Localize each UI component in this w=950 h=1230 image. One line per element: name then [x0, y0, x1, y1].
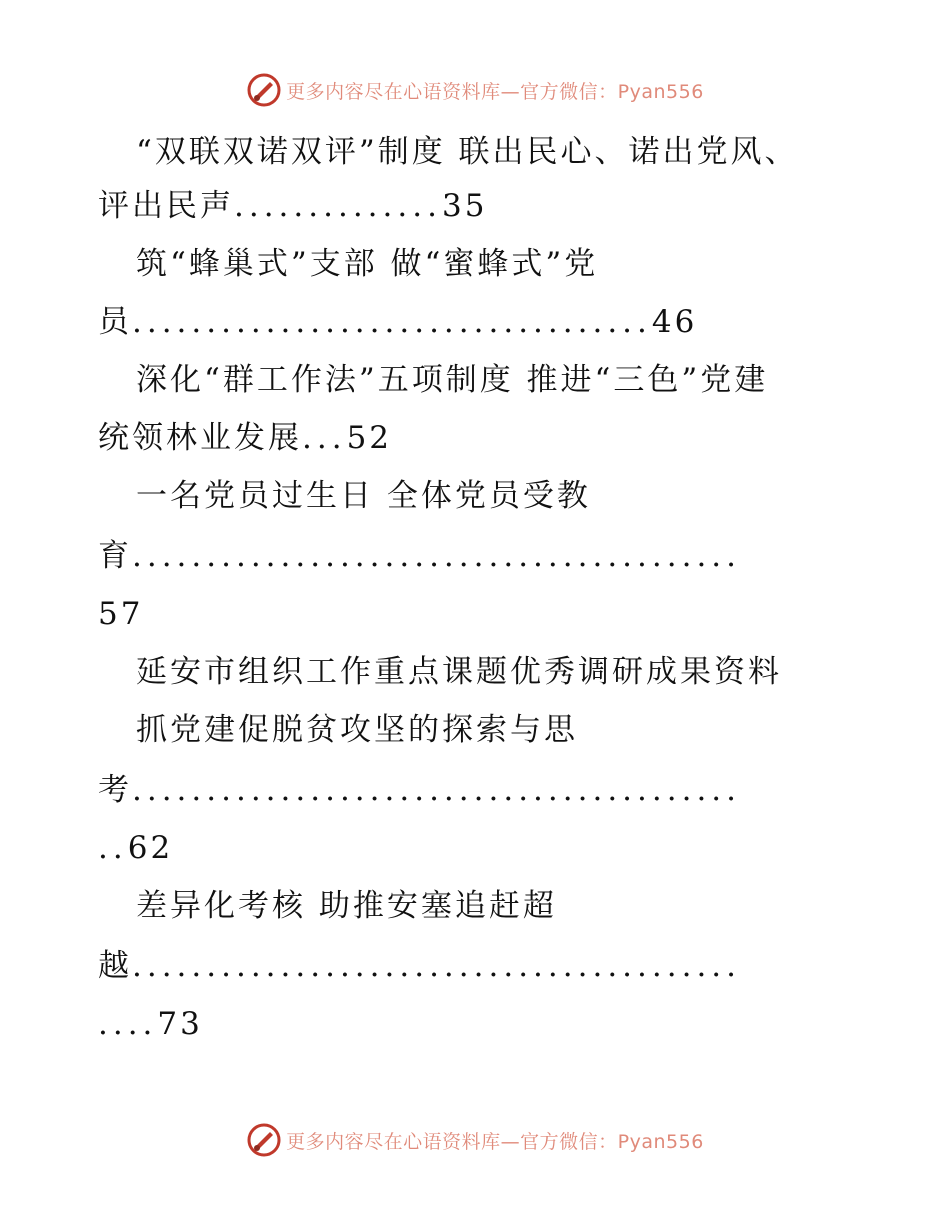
toc-entry-continuation — [98, 418, 392, 458]
toc-leader-dots: ... — [302, 420, 347, 456]
brush-logo-icon — [246, 1122, 282, 1158]
watermark-footer — [0, 1120, 950, 1160]
toc-entry-continuation — [98, 186, 487, 226]
toc-leader-dots: ......................................... — [132, 948, 742, 984]
toc-entry-title-cont: 员 — [98, 304, 132, 340]
toc-entry-continuation — [98, 770, 741, 810]
toc-entry-continuation — [98, 536, 741, 576]
toc-entry-title: 抓党建促脱贫攻坚的探索与思 — [136, 712, 578, 748]
watermark-header — [0, 70, 950, 110]
toc-entry-continuation — [98, 946, 741, 986]
toc-entry-title: 差异化考核 助推安塞追赶超 — [136, 888, 557, 924]
toc-page-number: 62 — [127, 830, 174, 866]
toc-leader-dots: ................................... — [132, 304, 652, 340]
toc-entry-title: 筑“蜂巢式”支部 做“蜜蜂式”党 — [136, 246, 599, 282]
toc-entry-title-cont: 统领林业发展 — [98, 420, 302, 456]
toc-leader-dots: ......................................... — [132, 772, 742, 808]
toc-leader-dots: .... — [98, 1006, 158, 1042]
toc-page-number: 52 — [346, 420, 393, 456]
toc-page-number: 73 — [157, 1006, 203, 1042]
watermark-text: 更多内容尽在心语资料库—官方微信：Pyan556 — [286, 80, 704, 103]
toc-entry-continuation — [98, 1004, 203, 1044]
toc-entry-title-cont: 越 — [98, 948, 132, 984]
toc-section-heading: 延安市组织工作重点课题优秀调研成果资料 — [136, 654, 782, 690]
toc-entry-continuation — [98, 828, 173, 868]
toc-leader-dots: .............. — [234, 188, 442, 224]
toc-entry-continuation — [98, 302, 697, 342]
toc-entry-title-cont: 考 — [98, 772, 132, 808]
toc-entry-title-cont: 评出民声 — [98, 188, 234, 224]
toc-entry-title: “双联双诺双评”制度 联出民心、诺出党风、 — [136, 134, 799, 170]
brush-logo-icon — [246, 72, 282, 108]
toc-entry-title: 深化“群工作法”五项制度 推进“三色”党建 — [136, 362, 769, 398]
toc-entry-title-cont: 育 — [98, 538, 132, 574]
toc-entry-title: 一名党员过生日 全体党员受教 — [136, 478, 591, 514]
toc-page-number: 46 — [651, 304, 698, 340]
toc-page-number: 35 — [441, 188, 488, 224]
watermark-text: 更多内容尽在心语资料库—官方微信：Pyan556 — [286, 1130, 704, 1153]
toc-leader-dots: ......................................... — [132, 538, 742, 574]
toc-leader-dots: .. — [98, 830, 128, 866]
toc-page-number: 57 — [98, 596, 144, 632]
